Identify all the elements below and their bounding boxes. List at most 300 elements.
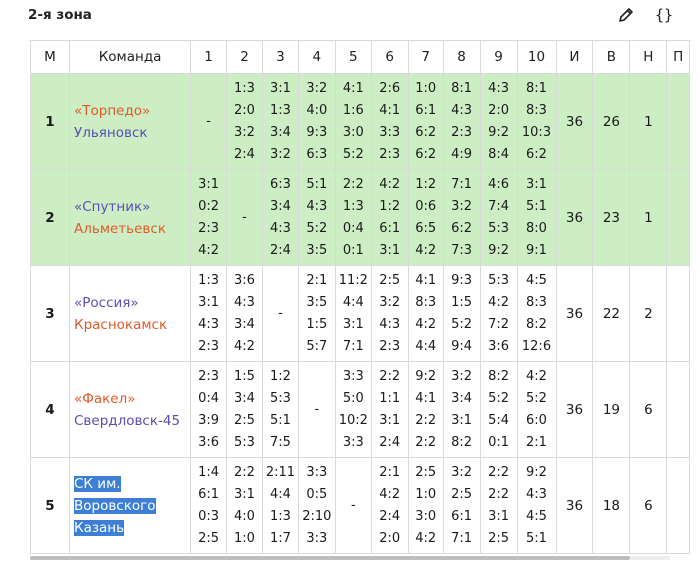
result-cell [371,458,408,554]
match-score: 3:1 [379,412,401,428]
match-score: 3:5 [306,242,328,258]
match-score: 2:2 [415,412,437,428]
team-city: Казань [74,519,125,536]
match-score: 2:2 [415,434,437,450]
scrollbar-thumb[interactable] [30,556,630,560]
match-score: 6:2 [526,146,547,162]
result-cell [191,458,227,554]
team-club-name[interactable]: «Факел» [74,390,136,407]
result-cell [335,170,371,266]
match-score: 1:7 [269,530,291,546]
result-cell [517,458,556,554]
match-score: 5:2 [342,146,364,162]
result-cell: - [191,74,227,170]
match-score: 2:0 [488,102,509,118]
result-cell [191,170,227,266]
match-score: 6:2 [415,146,437,162]
match-score: 5:3 [269,390,291,406]
result-cell [480,266,517,362]
result-cell: - [227,170,263,266]
result-cell [517,362,556,458]
match-score: 9:3 [306,124,328,140]
results-table-container[interactable] [30,40,684,554]
match-score: 9:2 [488,242,509,258]
result-cell [443,458,480,554]
result-cell [298,266,335,362]
match-score: 1:0 [234,530,255,546]
result-cell [227,362,263,458]
toolbar [616,4,674,26]
result-cell [408,458,443,554]
match-score: 8:2 [526,316,547,332]
match-score: 6:1 [451,508,473,524]
match-score: 4:5 [526,508,547,524]
match-score: 4:2 [415,316,437,332]
column-header: 6 [371,41,408,74]
match-score: 1:6 [342,102,364,118]
match-score: 1:3 [269,102,291,118]
place-cell: 3 [31,266,70,362]
column-header: Н [630,41,667,74]
result-cell [262,170,298,266]
match-score: 1:3 [342,198,364,214]
match-score: 1:3 [198,272,220,288]
result-cell [443,266,480,362]
column-header: П [667,41,690,74]
table-header-row [31,41,690,74]
team-city[interactable]: Краснокамск [74,316,168,333]
match-score: 4:6 [488,176,509,192]
match-score: 2:3 [451,124,473,140]
result-cell [262,362,298,458]
match-score: 7:2 [488,316,509,332]
result-cell [191,362,227,458]
result-cell [262,74,298,170]
match-score: 4:1 [379,102,401,118]
match-score: 3:3 [306,530,328,546]
column-header: 5 [335,41,371,74]
match-score: 1:3 [234,80,255,96]
table-row [31,362,690,458]
draws-cell: 6 [630,362,667,458]
match-score: 4:5 [526,272,547,288]
column-header: 4 [298,41,335,74]
result-cell [443,170,480,266]
match-score: 5:2 [306,220,328,236]
losses-cell [667,362,690,458]
match-score: 2:11 [265,464,296,480]
match-score: 3:2 [451,464,473,480]
result-cell [517,266,556,362]
match-score: 3:3 [342,434,364,450]
table-row [31,266,690,362]
match-score: 2:2 [488,464,509,480]
match-score: 6:5 [415,220,437,236]
match-score: 4:0 [234,508,255,524]
match-score: 1:5 [234,368,255,384]
column-header: М [31,41,70,74]
match-score: 8:3 [526,294,547,310]
result-cell [480,170,517,266]
column-header: 9 [480,41,517,74]
match-score: 3:4 [234,390,255,406]
draws-cell: 1 [630,170,667,266]
match-score: 8:1 [526,80,547,96]
results-table [30,40,690,554]
result-cell [262,458,298,554]
match-score: 4:2 [234,338,255,354]
match-score: 3:1 [234,486,255,502]
match-score: 4:3 [234,294,255,310]
source-button[interactable]: {} [654,6,674,24]
match-score: 5:1 [526,530,547,546]
team-cell [70,266,191,362]
section-title: 2-я зона [28,7,92,23]
result-cell [227,458,263,554]
match-score: 12:6 [521,338,552,354]
games-cell: 36 [556,266,593,362]
result-cell [408,362,443,458]
place-cell: 1 [31,74,70,170]
match-score: 4:2 [526,368,547,384]
match-score: 5:4 [488,412,509,428]
match-score: 3:1 [269,80,291,96]
match-score: 5:2 [451,316,473,332]
column-header: 3 [262,41,298,74]
match-score: 4:1 [415,390,437,406]
match-score: 6:3 [306,146,328,162]
result-cell: - [335,458,371,554]
team-city[interactable]: Ульяновск [74,124,148,141]
match-score: 1:0 [415,80,437,96]
team-city[interactable]: Альметьевск [74,220,166,237]
result-cell [408,266,443,362]
draws-cell: 2 [630,266,667,362]
games-cell: 36 [556,362,593,458]
result-cell [480,362,517,458]
match-score: 1:2 [269,368,291,384]
match-score: 8:4 [488,146,509,162]
result-cell [191,266,227,362]
result-cell [371,170,408,266]
match-score: 2:3 [379,338,401,354]
result-cell [298,458,335,554]
match-score: 3:0 [342,124,364,140]
match-score: 8:0 [526,220,547,236]
match-score: 1:4 [198,464,220,480]
match-score: 0:5 [306,486,328,502]
match-score: 3:1 [488,508,509,524]
match-score: 10:3 [521,124,552,140]
match-score: 9:2 [526,464,547,480]
match-score: 2:0 [234,102,255,118]
match-score: 8:3 [526,102,547,118]
match-score: 2:1 [306,272,328,288]
team-club-name[interactable]: «Спутник» [74,198,151,215]
wins-cell: 19 [593,362,630,458]
match-score: 4:1 [415,272,437,288]
match-score: 6:2 [415,124,437,140]
result-cell [227,74,263,170]
match-score: 3:9 [198,412,220,428]
match-score: 6:1 [198,486,220,502]
games-cell: 36 [556,74,593,170]
match-score: 1:3 [269,508,291,524]
column-header: Команда [70,41,191,74]
table-row [31,74,690,170]
match-score: 3:6 [488,338,509,354]
match-score: 5:7 [306,338,328,354]
match-score: 3:1 [198,294,220,310]
match-score: 8:2 [488,368,509,384]
match-score: 2:4 [379,508,401,524]
match-score: 5:1 [526,198,547,214]
match-score: 2:5 [198,530,220,546]
match-score: 2:3 [198,220,220,236]
match-score: 7:4 [488,198,509,214]
match-score: 3:4 [451,390,473,406]
match-score: 4:4 [342,294,364,310]
match-score: 2:1 [526,434,547,450]
result-cell [443,74,480,170]
match-score: 3:3 [306,464,328,480]
match-score: 7:5 [269,434,291,450]
result-cell: - [262,266,298,362]
match-score: 3:4 [234,316,255,332]
match-score: 2:2 [234,464,255,480]
column-header: И [556,41,593,74]
losses-cell [667,266,690,362]
place-cell: 5 [31,458,70,554]
result-cell [335,362,371,458]
match-score: 2:4 [234,146,255,162]
place-cell: 2 [31,170,70,266]
wins-cell: 22 [593,266,630,362]
match-score: 5:3 [488,272,509,288]
match-score: 1:1 [379,390,401,406]
place-cell: 4 [31,362,70,458]
match-score: 2:2 [342,176,364,192]
match-score: 2:2 [488,486,509,502]
match-score: 4:3 [379,316,401,332]
match-score: 0:6 [415,198,437,214]
match-score: 2:2 [379,368,401,384]
result-cell [408,74,443,170]
match-score: 1:2 [415,176,437,192]
horizontal-scrollbar[interactable] [30,556,670,560]
selected-team-name [74,473,160,539]
match-score: 0:4 [342,220,364,236]
match-score: 6:3 [269,176,291,192]
result-cell [480,74,517,170]
match-score: 3:0 [415,508,437,524]
match-score: 3:5 [306,294,328,310]
match-score: 4:2 [379,176,401,192]
match-score: 5:3 [234,434,255,450]
match-score: 3:2 [234,124,255,140]
match-score: 9:4 [451,338,473,354]
match-score: 2:3 [198,368,220,384]
match-score: 6:1 [415,102,437,118]
match-score: 3:4 [269,198,291,214]
losses-cell [667,170,690,266]
match-score: 10:2 [338,412,368,428]
column-header: 7 [408,41,443,74]
team-club-name: СК им. Воровского [74,475,156,514]
losses-cell [667,458,690,554]
draws-cell: 1 [630,74,667,170]
match-score: 8:1 [451,80,473,96]
result-cell [517,74,556,170]
match-score: 4:2 [415,242,437,258]
match-score: 3:3 [379,124,401,140]
match-score: 4:9 [451,146,473,162]
match-score: 9:3 [451,272,473,288]
match-score: 2:3 [198,338,220,354]
match-score: 5:0 [342,390,364,406]
match-score: 2:5 [379,272,401,288]
result-cell [480,458,517,554]
match-score: 7:1 [451,530,473,546]
result-cell [408,170,443,266]
column-header: 2 [227,41,263,74]
result-cell: - [298,362,335,458]
wins-cell: 26 [593,74,630,170]
match-score: 7:1 [451,176,473,192]
column-header: 8 [443,41,480,74]
match-score: 2:0 [379,530,401,546]
match-score: 0:4 [198,390,220,406]
column-header: В [593,41,630,74]
match-score: 5:1 [306,176,328,192]
team-cell [70,170,191,266]
match-score: 4:2 [198,242,220,258]
games-cell: 36 [556,170,593,266]
match-score: 9:2 [488,124,509,140]
team-cell [70,362,191,458]
match-score: 8:3 [415,294,437,310]
match-score: 3:2 [269,146,291,162]
match-score: 3:1 [526,176,547,192]
result-cell [227,266,263,362]
result-cell [371,266,408,362]
team-club-name[interactable]: «Торпедо» [74,102,151,119]
match-score: 2:6 [379,80,401,96]
team-cell [70,458,191,554]
match-score: 9:2 [415,368,437,384]
column-header: 1 [191,41,227,74]
result-cell [335,266,371,362]
match-score: 1:0 [415,486,437,502]
match-score: 0:1 [342,242,364,258]
match-score: 11:2 [338,272,368,288]
match-score: 3:1 [379,242,401,258]
match-score: 3:2 [306,80,328,96]
match-score: 3:2 [451,198,473,214]
match-score: 7:3 [451,242,473,258]
match-score: 4:2 [379,486,401,502]
match-score: 2:4 [379,434,401,450]
match-score: 2:5 [488,530,509,546]
table-row [31,170,690,266]
match-score: 2:10 [302,508,332,524]
match-score: 4:2 [415,530,437,546]
match-score: 3:6 [234,272,255,288]
match-score: 9:1 [526,242,547,258]
match-score: 5:1 [269,412,291,428]
wins-cell: 18 [593,458,630,554]
match-score: 4:4 [415,338,437,354]
pencil-icon [617,6,635,24]
match-score: 3:2 [379,294,401,310]
match-score: 2:3 [379,146,401,162]
match-score: 4:0 [306,102,328,118]
column-header: 10 [517,41,556,74]
match-score: 2:5 [415,464,437,480]
wins-cell: 23 [593,170,630,266]
match-score: 4:3 [198,316,220,332]
match-score: 2:5 [234,412,255,428]
match-score: 3:4 [269,124,291,140]
match-score: 1:5 [451,294,473,310]
match-score: 3:1 [198,176,220,192]
match-score: 2:4 [269,242,291,258]
match-score: 4:3 [269,220,291,236]
result-cell [298,170,335,266]
team-club-name[interactable]: «Россия» [74,294,139,311]
team-cell [70,74,191,170]
result-cell [335,74,371,170]
match-score: 2:1 [379,464,401,480]
match-score: 4:1 [342,80,364,96]
match-score: 4:2 [488,294,509,310]
match-score: 4:3 [488,80,509,96]
table-row [31,458,690,554]
match-score: 1:2 [379,198,401,214]
match-score: 7:1 [342,338,364,354]
match-score: 3:3 [342,368,364,384]
match-score: 0:1 [488,434,509,450]
match-score: 3:1 [342,316,364,332]
match-score: 0:2 [198,198,220,214]
match-score: 0:3 [198,508,220,524]
result-cell [371,362,408,458]
match-score: 3:6 [198,434,220,450]
match-score: 3:2 [451,368,473,384]
team-city[interactable]: Свердловск-45 [74,412,181,429]
result-cell [298,74,335,170]
match-score: 6:1 [379,220,401,236]
losses-cell [667,74,690,170]
result-cell [517,170,556,266]
match-score: 2:5 [451,486,473,502]
match-score: 5:2 [488,390,509,406]
match-score: 1:5 [306,316,328,332]
draws-cell: 6 [630,458,667,554]
match-score: 6:0 [526,412,547,428]
match-score: 4:3 [306,198,328,214]
match-score: 8:2 [451,434,473,450]
result-cell [443,362,480,458]
match-score: 6:2 [451,220,473,236]
result-cell [371,74,408,170]
match-score: 4:4 [269,486,291,502]
match-score: 3:1 [451,412,473,428]
match-score: 4:3 [526,486,547,502]
match-score: 5:3 [488,220,509,236]
edit-button[interactable] [616,4,636,26]
games-cell: 36 [556,458,593,554]
